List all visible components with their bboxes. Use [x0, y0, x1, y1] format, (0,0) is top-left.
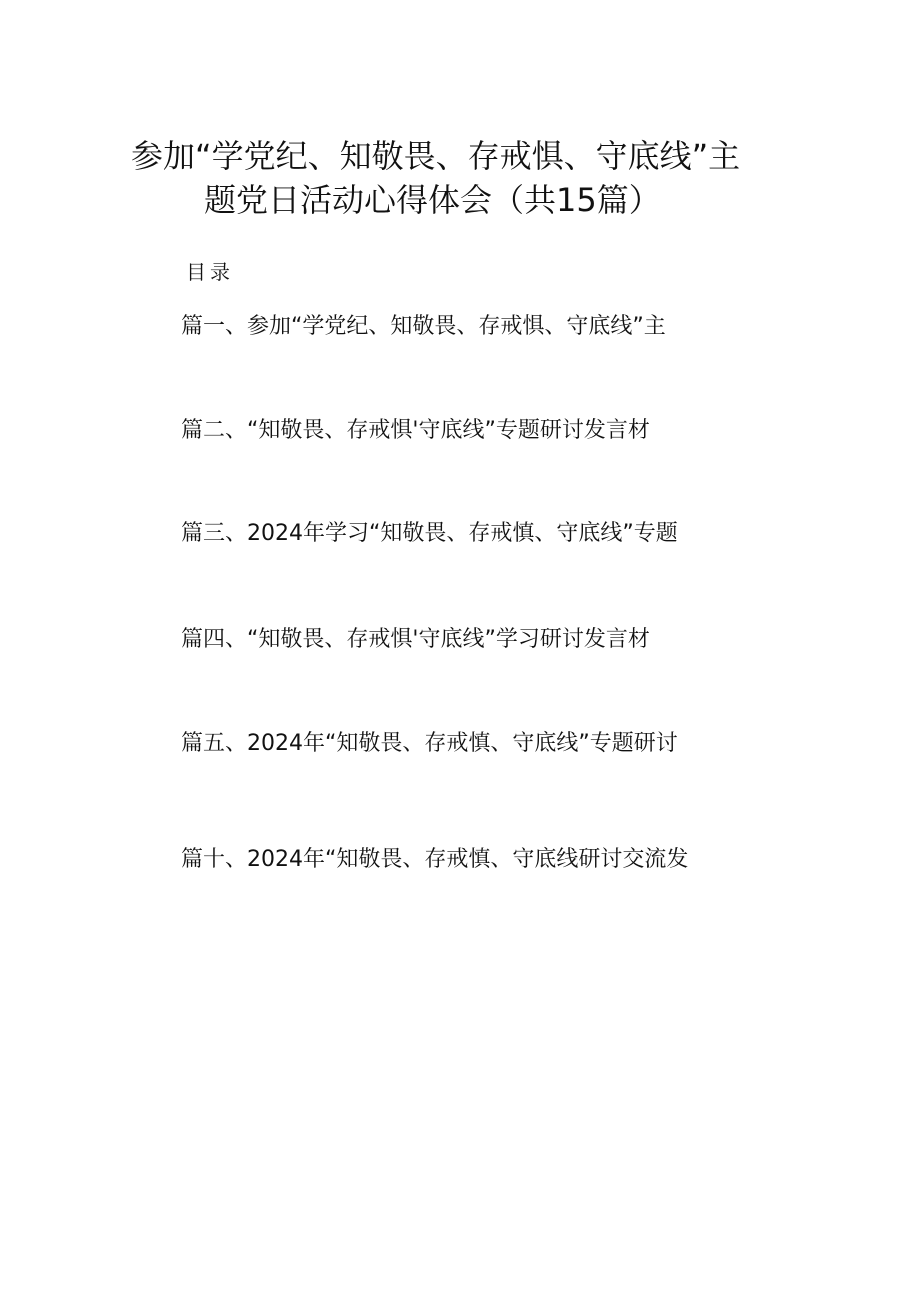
title-line-1: 参加“学党纪、知敬畏、存戒惧、守底线”主 — [131, 137, 741, 175]
toc-entry-4[interactable]: 篇四、“知敬畏、存戒惧'守底线”学习研讨发言材 — [181, 627, 650, 652]
toc-heading: 目录 — [186, 260, 234, 284]
title-line-2: 题党日活动心得体会（共15篇） — [204, 181, 661, 219]
toc-entry-1[interactable]: 篇一、参加“学党纪、知敬畏、存戒惧、守底线”主 — [181, 314, 666, 339]
toc-entry-5[interactable]: 篇五、2024年“知敬畏、存戒慎、守底线”专题研讨 — [181, 731, 678, 756]
document-title — [0, 134, 920, 222]
toc-entry-6[interactable]: 篇十、2024年“知敬畏、存戒慎、守底线研讨交流发 — [181, 847, 689, 872]
toc-entry-3[interactable]: 篇三、2024年学习“知敬畏、存戒慎、守底线”专题 — [181, 521, 678, 546]
toc-entry-2[interactable]: 篇二、“知敬畏、存戒惧'守底线”专题研讨发言材 — [181, 418, 650, 443]
